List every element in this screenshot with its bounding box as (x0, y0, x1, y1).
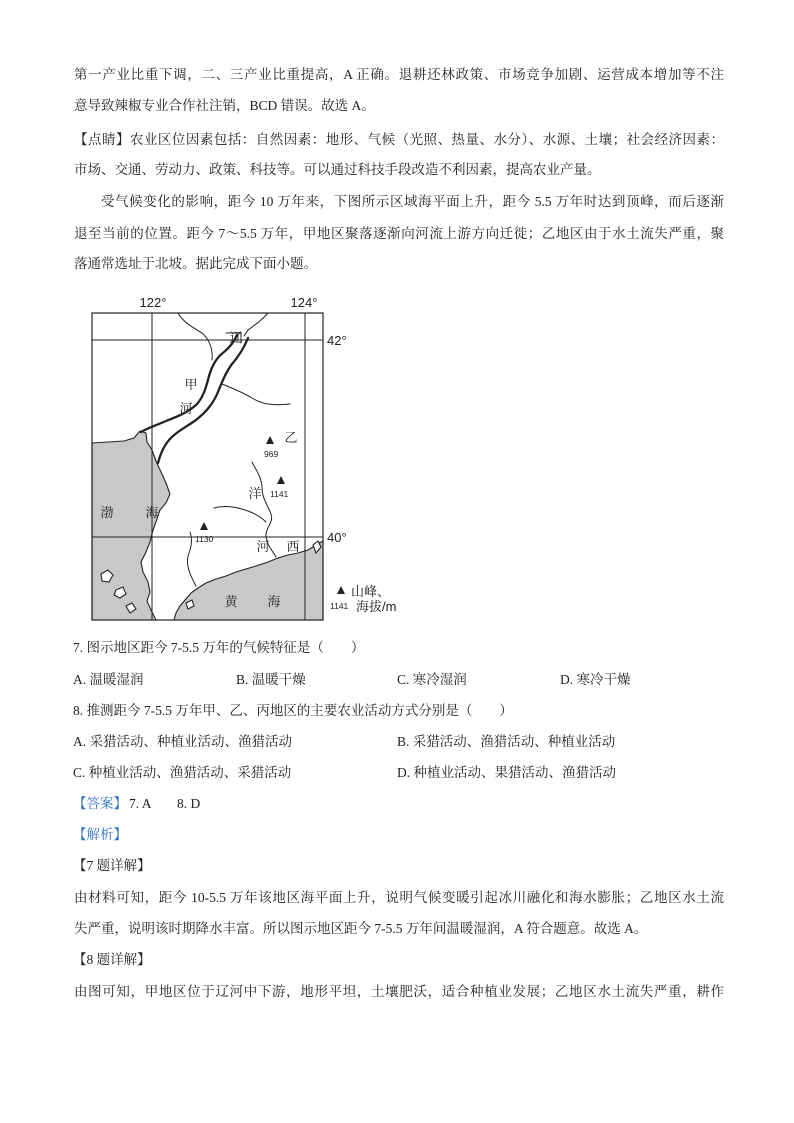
question-7-option-d: D. 寒冷干燥 (560, 672, 631, 687)
tip-line-2: 市场、交通、劳动力、政策、科技等。可以通过科技手段改造不利因素，提高农业产量。 (74, 162, 601, 177)
question-7-option-b: B. 温暖干燥 (236, 672, 306, 687)
peak-elevation-1141: 1141 (270, 489, 289, 499)
prev-analysis-line-1: 第一产业比重下调，二、三产业比重提高，A 正确。退耕还林政策、市场竞争加剧、运营成本增加等不注 (74, 67, 724, 82)
answer-7: 7. A (129, 796, 152, 811)
question-8-option-c: C. 种植业活动、渔猎活动、采猎活动 (73, 765, 292, 780)
legend-peak-label: 山峰、 (351, 584, 391, 599)
lon-label-122: 122° (139, 295, 167, 310)
question-8-option-b: B. 采猎活动、渔猎活动、种植业活动 (397, 734, 616, 749)
prev-analysis-line-2: 意导致辣椒专业合作社注销，BCD 错误。故选 A。 (74, 98, 375, 113)
lon-label-124: 124° (290, 295, 318, 310)
lat-label-40: 40° (327, 530, 347, 545)
label-huanghai-2: 海 (267, 594, 281, 609)
label-yang-he: 河 (256, 539, 270, 554)
label-bohai-1: 渤 (100, 505, 114, 520)
stem-line-1: 受气候变化的影响，距今 10 万年来，下图所示区域海平面上升，距今 5.5 万年时达到顶峰，而后逐渐 (101, 194, 724, 209)
question-8-option-a: A. 采猎活动、种植业活动、渔猎活动 (73, 734, 292, 749)
q8-detail-line-1: 由图可知，甲地区位于辽河中下游，地形平坦，土壤肥沃，适合种植业发展；乙地区水土流失严重，耕作 (74, 984, 724, 999)
label-yi: 乙 (284, 430, 298, 445)
label-jia: 甲 (184, 377, 198, 392)
q8-detail-title: 【8 题详解】 (73, 952, 151, 967)
region-map (85, 292, 415, 627)
q7-detail-line-1: 由材料可知，距今 10-5.5 万年该地区海平面上升，说明气候变暖引起冰川融化和海水膨胀；乙地区水土流 (74, 890, 724, 905)
label-huanghai-1: 黄 (224, 594, 238, 609)
label-bohai-2: 海 (145, 505, 159, 520)
label-liao: 辽 (229, 330, 243, 345)
q7-detail-title: 【7 题详解】 (73, 858, 151, 873)
answer-8: 8. D (177, 796, 201, 811)
lat-label-42: 42° (327, 333, 347, 348)
legend-elevation-unit: 海拔/m (356, 599, 397, 614)
question-7-stem: 7. 图示地区距今 7-5.5 万年的气候特征是（ ） (73, 640, 365, 655)
question-7-option-c: C. 寒冷湿润 (397, 672, 467, 687)
legend-peak-icon (337, 586, 345, 594)
peak-elevation-969: 969 (264, 449, 279, 459)
peak-elevation-1130: 1130 (195, 534, 214, 544)
question-8-option-d: D. 种植业活动、果猎活动、渔猎活动 (397, 765, 616, 780)
stem-line-3: 落通常选址于北坡。据此完成下面小题。 (74, 256, 317, 271)
analysis-label: 【解析】 (73, 827, 127, 842)
label-bing: 西 (286, 539, 300, 554)
label-yang: 洋 (248, 486, 262, 501)
question-7-option-a: A. 温暖湿润 (73, 672, 144, 687)
stem-line-2: 退至当前的位置。距今 7～5.5 万年，甲地区聚落逐渐向河流上游方向迁徙；乙地区由于水土流失严重，聚 (74, 226, 724, 241)
question-8-stem: 8. 推测距今 7-5.5 万年甲、乙、丙地区的主要农业活动方式分别是（ ） (73, 703, 513, 718)
legend-sample-elevation: 1141 (330, 601, 349, 611)
tip-line-1: 【点睛】农业区位因素包括：自然因素：地形、气候（光照、热量、水分）、水源、土壤；社会经济因素： (74, 132, 724, 147)
label-liao-he: 河 (179, 401, 193, 416)
answer-label: 【答案】 (73, 796, 127, 811)
q7-detail-line-2: 失严重，说明该时期降水丰富。所以图示地区距今 7-5.5 万年间温暖湿润，A 符合题意。故选 A。 (74, 921, 648, 936)
